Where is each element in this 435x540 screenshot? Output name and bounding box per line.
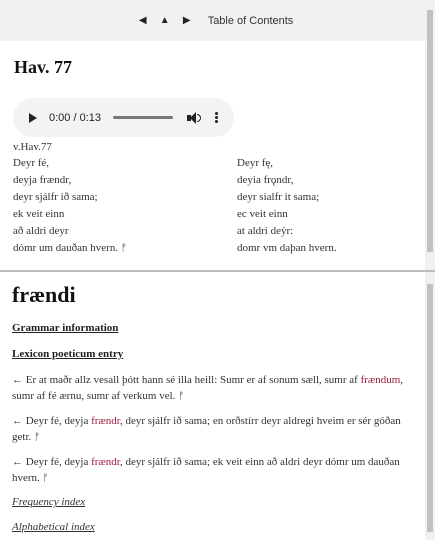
verse-id: v.Hav.77 xyxy=(13,141,52,153)
verse-line: ek veit einn xyxy=(13,208,65,220)
citation-item xyxy=(12,454,410,487)
verse-line: at aldri deẏr: xyxy=(237,225,294,237)
next-arrow-icon[interactable]: ▶ xyxy=(182,15,191,26)
top-pane-scrollbar[interactable] xyxy=(425,0,435,270)
back-arrow-icon[interactable]: ← xyxy=(12,415,23,427)
citation-item xyxy=(12,413,410,446)
verse-line: Deyr fé, xyxy=(13,157,50,169)
highlighted-word[interactable]: frændr xyxy=(91,415,120,427)
verse-line: deyr sialfr it sama; xyxy=(237,191,320,203)
verse-line: deyr sjálfr ið sama; xyxy=(13,191,98,203)
play-icon[interactable] xyxy=(29,113,37,123)
verse-line-text: dómr um dauðan hvern. xyxy=(13,242,119,254)
rune-icon[interactable]: ᚠ xyxy=(42,473,49,484)
audio-time: 0:00 / 0:13 xyxy=(49,111,101,124)
citation-text: Deyr fé, deyja xyxy=(25,415,89,427)
rune-icon[interactable]: ᚠ xyxy=(34,432,40,443)
verse-line: að aldri deyr xyxy=(13,225,69,237)
nav-bar xyxy=(0,0,425,41)
back-arrow-icon[interactable]: ← xyxy=(12,374,23,386)
lexicon-poeticum-link[interactable]: Lexicon poeticum entry xyxy=(12,348,124,360)
verse-line: deyja frændr, xyxy=(13,174,72,186)
lexicon-pane xyxy=(0,272,425,540)
table-of-contents-link[interactable]: Table of Contents xyxy=(207,14,294,27)
rune-icon[interactable]: ᚠ xyxy=(178,391,185,402)
volume-icon[interactable] xyxy=(187,112,201,124)
verse-line: deyia frǫndr, xyxy=(237,174,294,186)
citation-text: Er at maðr allz vesall þótt hann sé illa heill: Sumr er af sonum sæll, sumr af xyxy=(25,374,358,386)
stanza-title: Hav. 77 xyxy=(14,57,73,77)
verse-line xyxy=(13,240,127,257)
verse-line: domr vm daþan hvern. xyxy=(237,242,337,254)
citation-item xyxy=(12,372,410,405)
more-options-icon[interactable] xyxy=(215,112,218,123)
audio-progress-bar[interactable] xyxy=(113,116,173,119)
verse-line: ec veit einn xyxy=(237,208,288,220)
alphabetical-index-link[interactable]: Alphabetical index xyxy=(12,521,95,533)
highlighted-word[interactable]: frændr xyxy=(91,456,120,468)
rune-icon[interactable]: ᚠ xyxy=(120,243,127,254)
prev-arrow-icon[interactable]: ◀ xyxy=(138,15,147,26)
verse-line: Deyr fę, xyxy=(237,157,274,169)
normalized-text xyxy=(13,155,127,257)
frequency-index-link[interactable]: Frequency index xyxy=(12,496,86,508)
scrollbar-thumb[interactable] xyxy=(427,10,433,252)
audio-player[interactable] xyxy=(13,98,234,137)
citation-text: , deyr sjálfr ið sama; ek veit einn að aldri deyr dómr um dauðan hvern. xyxy=(12,456,400,484)
manuscript-text xyxy=(237,155,337,257)
grammar-information-link[interactable]: Grammar information xyxy=(12,322,119,334)
citation-text: , deyr sjálfr ið sama; en orðstírr deyr aldregi hveim er sér góðan getr. xyxy=(12,415,401,443)
scrollbar-thumb[interactable] xyxy=(427,284,433,532)
stanza-pane xyxy=(0,0,425,270)
citation-text: , sumr af fé ærnu, sumr af verkum vel. xyxy=(12,374,404,402)
citation-text: Deyr fé, deyja xyxy=(25,456,89,468)
back-arrow-icon[interactable]: ← xyxy=(12,456,23,468)
up-arrow-icon[interactable]: ▲ xyxy=(159,15,170,26)
headword: frændi xyxy=(12,282,76,307)
bottom-pane-scrollbar[interactable] xyxy=(425,272,435,540)
highlighted-word[interactable]: frændum xyxy=(360,374,401,386)
